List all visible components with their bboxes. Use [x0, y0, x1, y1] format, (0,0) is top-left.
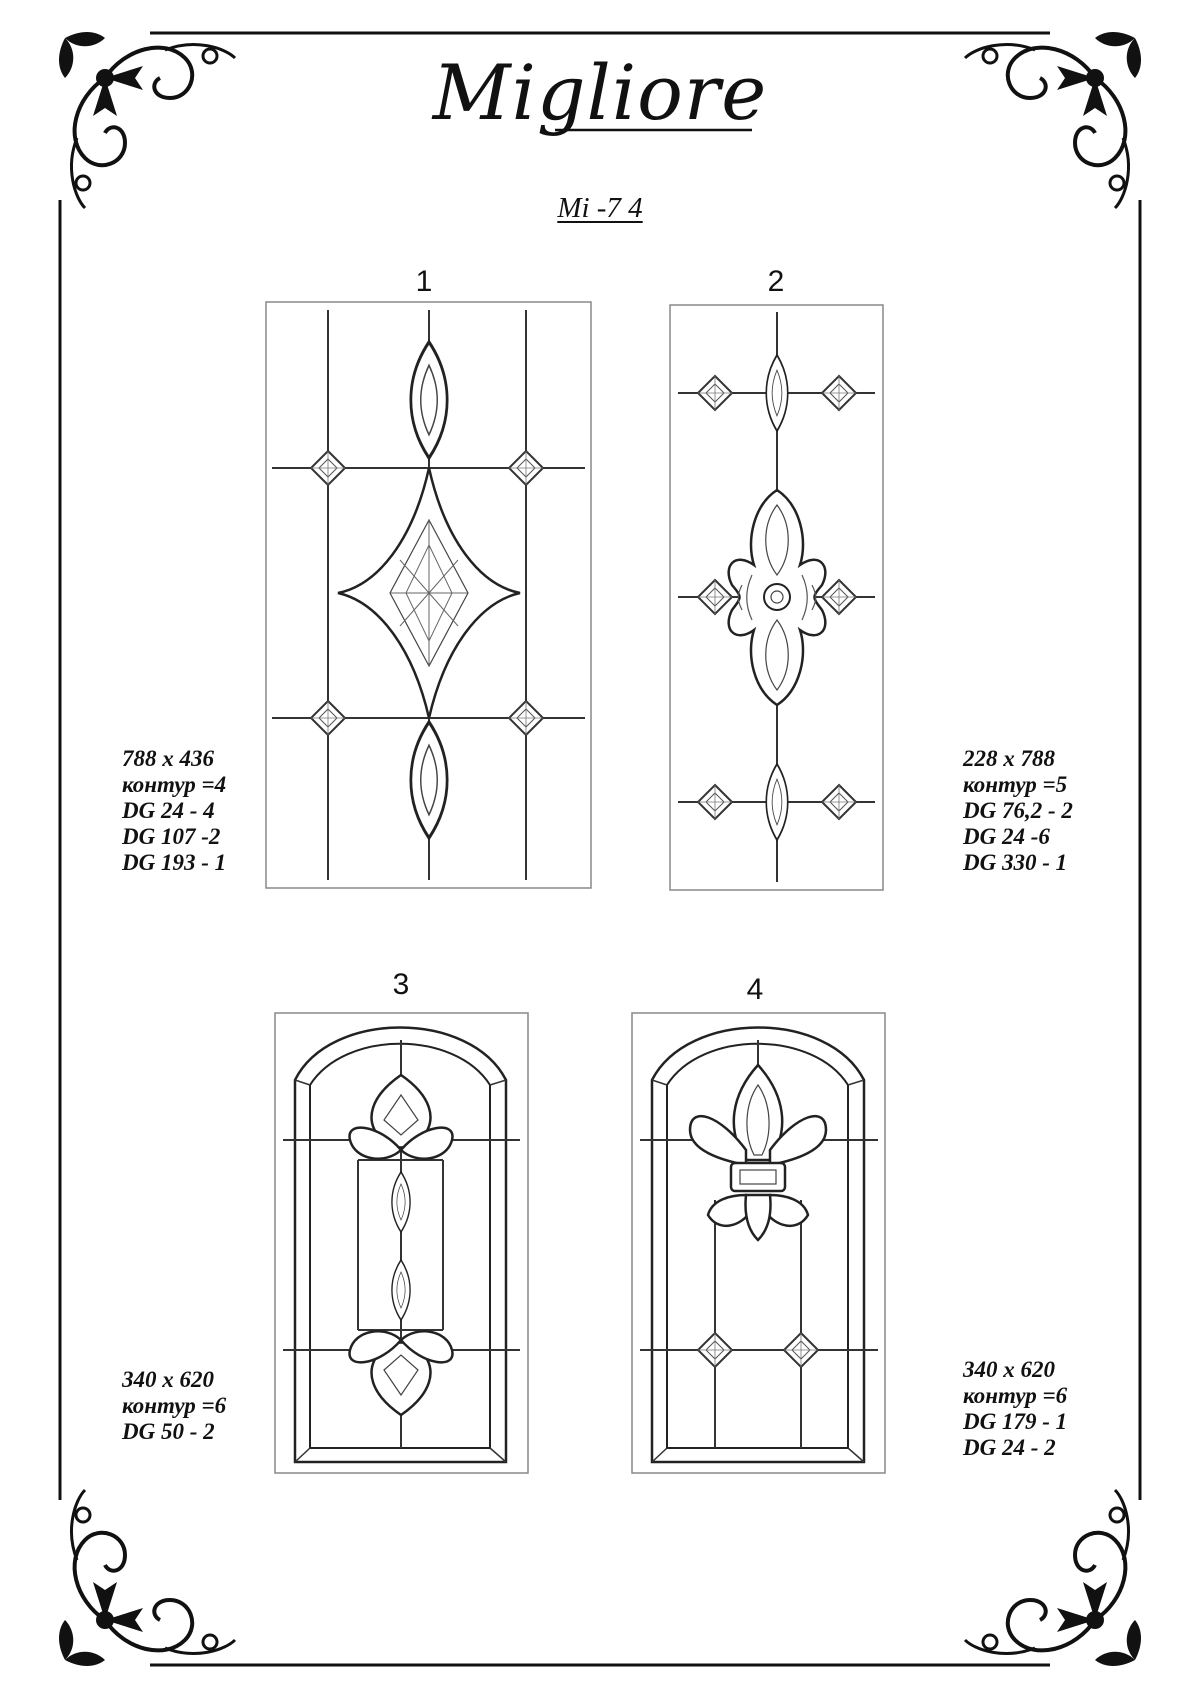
- spec-contour: контур =5: [963, 772, 1068, 797]
- spec-size: 228 x 788: [963, 746, 1055, 771]
- panel-1-drawing: [266, 302, 591, 888]
- spec-item: DG 24 - 4: [122, 798, 215, 823]
- panel-4-drawing: [632, 1013, 885, 1473]
- spec-contour: контур =6: [122, 1393, 227, 1418]
- panel-3-drawing: [275, 1013, 528, 1473]
- panel-2-specs: [963, 746, 1073, 876]
- corner-ornament-bottom-right: [965, 1490, 1141, 1666]
- spec-size: 340 x 620: [963, 1357, 1055, 1382]
- spec-item: DG 107 -2: [122, 824, 221, 849]
- panel-3-number: 3: [392, 968, 410, 1001]
- panel-4-number: 4: [746, 973, 764, 1006]
- spec-item: DG 24 -6: [963, 824, 1050, 849]
- spec-item: DG 193 - 1: [122, 850, 227, 875]
- spec-item: DG 24 - 2: [963, 1435, 1056, 1460]
- corner-ornament-bottom-left: [59, 1490, 235, 1666]
- spec-item: DG 330 - 1: [963, 850, 1068, 875]
- panel-4-specs: [963, 1357, 1067, 1461]
- panel-1-number: 1: [415, 265, 433, 298]
- spec-item: DG 179 - 1: [963, 1409, 1068, 1434]
- spec-item: DG 76,2 - 2: [963, 798, 1073, 823]
- brand-logo-text: Migliore: [432, 48, 768, 137]
- panel-2-number: 2: [767, 265, 785, 298]
- panel-2-drawing: [670, 305, 883, 890]
- spec-contour: контур =4: [122, 772, 227, 797]
- panel-1-specs: [122, 746, 226, 876]
- spec-item: DG 50 - 2: [122, 1419, 215, 1444]
- spec-size: 788 x 436: [122, 746, 214, 771]
- spec-size: 340 x 620: [122, 1367, 214, 1392]
- spec-contour: контур =6: [963, 1383, 1068, 1408]
- panel-3-specs: [122, 1367, 226, 1445]
- model-code: Mi -7 4: [557, 192, 643, 224]
